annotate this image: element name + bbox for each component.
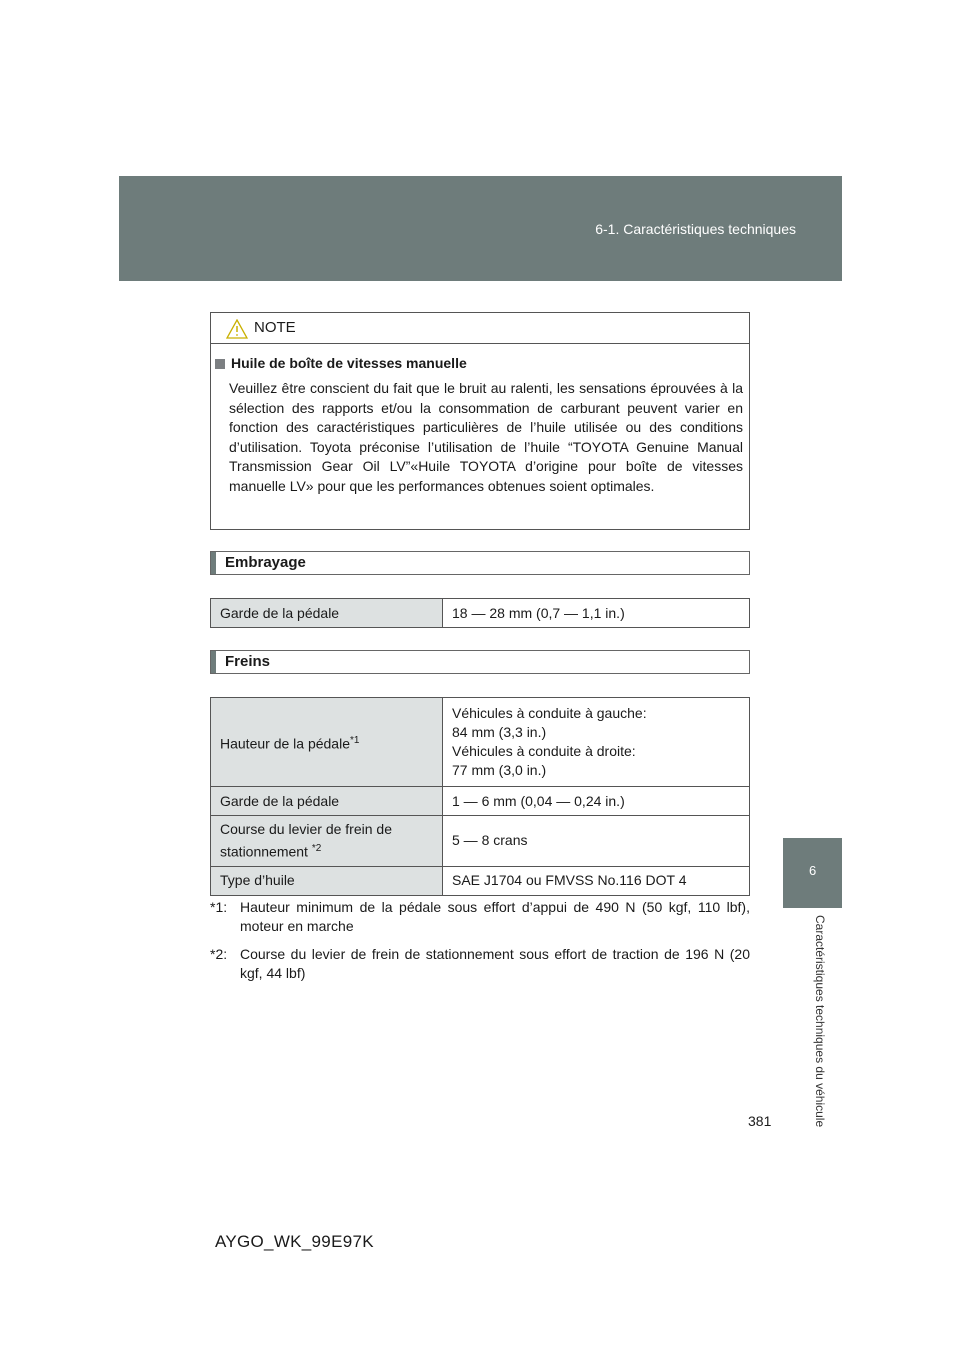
page-number: 381: [748, 1113, 772, 1129]
table-row: [211, 698, 750, 787]
chapter-tab: [783, 838, 842, 908]
note-label: NOTE: [254, 319, 296, 336]
spec-key: Type d’huile: [211, 866, 443, 895]
spec-key: Course du levier de frein de stationnement $^{*2}$: [211, 816, 443, 867]
section-heading-label: Freins: [225, 653, 271, 670]
footnotes: [210, 898, 750, 992]
note-box: [210, 312, 750, 530]
spec-key: Garde de la pédale: [211, 787, 443, 816]
spec-value: 5 — 8 crans: [443, 816, 750, 867]
brake-spec-table: [210, 697, 750, 896]
section-heading-embrayage: [210, 551, 750, 575]
header-band: [119, 176, 842, 281]
table-row: [211, 787, 750, 816]
table-row: [211, 816, 750, 867]
document-code: AYGO_WK_99E97K: [215, 1232, 374, 1251]
note-body: Veuillez être conscient du fait que le bruit au ralenti, les sensations éprouvées à la sélection des rapports et/ou la consommation de carburant peuvent varier en fonction des caractéristiques particulières de l’huile utilisée ou des conditions d’utilisation. Toyota préconise l’utilisation de l’huile “TOYOTA Genuine Manual Transmission Gear Oil LV”«Huile TOYOTA d’origine pour boîte de vitesses manuelle LV» pour que les performances obtenues soient optimales.: [229, 380, 743, 494]
note-subtitle: Huile de boîte de vitesses manuelle: [215, 355, 467, 371]
table-row: [211, 599, 750, 628]
note-header: [211, 313, 749, 344]
footnote: *2: Course du levier de frein de stationnement sous effort de traction de 196 N (20 kgf, 44 lbf): [210, 946, 750, 981]
square-bullet-icon: [215, 359, 225, 369]
clutch-spec-table: [210, 598, 750, 628]
chapter-number: 6: [809, 863, 817, 878]
section-title: 6-1. Caractéristiques techniques: [595, 221, 796, 237]
footnote: *1: Hauteur minimum de la pédale sous effort d’appui de 490 N (50 kgf, 110 lbf), moteur en marche: [210, 899, 750, 934]
spec-key: Hauteur de la pédale$^{*1}$: [211, 698, 443, 787]
chapter-vertical-title: Caractéristiques techniques du véhicule: [813, 915, 827, 1128]
spec-value: 1 — 6 mm (0,04 — 0,24 in.): [443, 787, 750, 816]
warning-icon: [226, 319, 248, 339]
section-heading-label: Embrayage: [225, 554, 306, 571]
table-row: [211, 866, 750, 895]
spec-value: SAE J1704 ou FMVSS No.116 DOT 4: [443, 866, 750, 895]
spec-key: Garde de la pédale: [211, 599, 443, 628]
section-heading-freins: [210, 650, 750, 674]
spec-value: Véhicules à conduite à gauche: 84 mm (3,3 in.) Véhicules à conduite à droite: 77 mm (3,0 in.): [443, 698, 750, 787]
spec-value: 18 — 28 mm (0,7 — 1,1 in.): [443, 599, 750, 628]
